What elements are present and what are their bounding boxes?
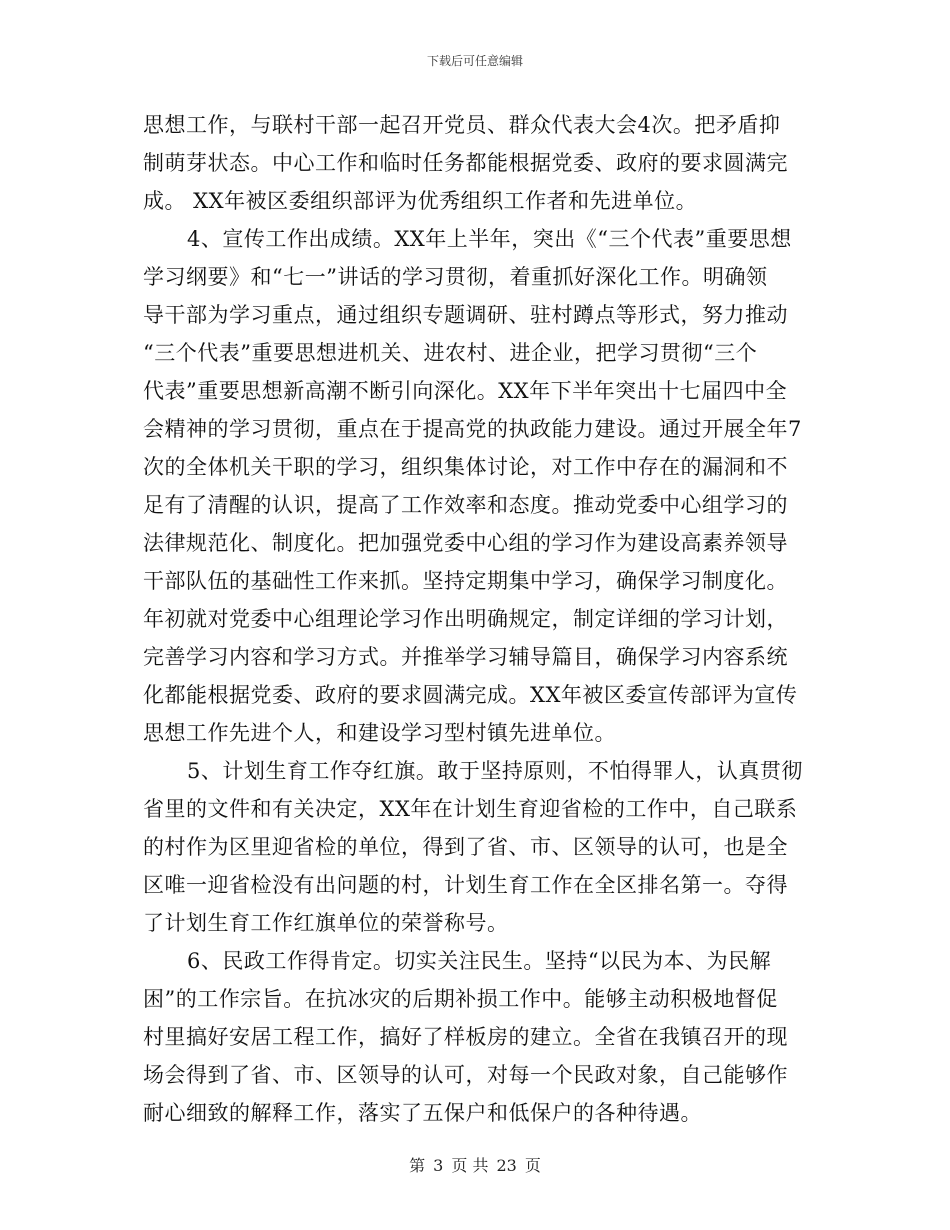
text-line: 会精神的学习贯彻，重点在于提高党的执政能力建设。通过开展全年7 — [143, 417, 802, 441]
text-line: 6、民政工作得肯定。切实关注民生。坚持“以民为本、为民解 — [187, 949, 772, 973]
text-line: 思想工作先进个人，和建设学习型村镇先进单位。 — [143, 721, 616, 745]
text-line: 区唯一迎省检没有出问题的村，计划生育工作在全区排名第一。夺得 — [143, 873, 788, 897]
footer-prefix: 第 — [409, 1156, 426, 1175]
header-note: 下载后可任意编辑 — [426, 54, 523, 68]
text-line: 成。 XX年被区委组织部评为优秀组织工作者和先进单位。 — [143, 189, 698, 213]
text-line: 代表”重要思想新高潮不断引向深化。XX年下半年突出十七届四中全 — [143, 379, 788, 403]
text-line: 耐心细致的解释工作，落实了五保户和低保户的各种待遇。 — [143, 1101, 702, 1125]
body-text — [143, 106, 813, 1132]
text-line: 学习纲要》和“七一”讲话的学习贯彻，着重抓好深化工作。明确领 — [143, 265, 768, 289]
text-line: 足有了清醒的认识，提高了工作效率和态度。推动党委中心组学习的 — [143, 493, 788, 517]
text-line: 5、计划生育工作夺红旗。敢于坚持原则，不怕得罪人，认真贯彻 — [187, 759, 803, 783]
footer-page-number: 3 — [433, 1156, 444, 1175]
text-line: 困”的工作宗旨。在抗冰灾的后期补损工作中。能够主动积极地督促 — [143, 987, 778, 1011]
text-line: 了计划生育工作红旗单位的荣誉称号。 — [143, 911, 509, 935]
footer-suffix: 页 — [524, 1156, 541, 1175]
text-line: 4、宣传工作出成绩。XX年上半年，突出《“三个代表”重要思想 — [187, 227, 792, 251]
text-line: 制萌芽状态。中心工作和临时任务都能根据党委、政府的要求圆满完 — [143, 151, 788, 175]
text-line: 次的全体机关干职的学习，组织集体讨论，对工作中存在的漏洞和不 — [143, 455, 788, 479]
text-line: 法律规范化、制度化。把加强党委中心组的学习作为建设高素养领导 — [143, 531, 788, 555]
text-line: 的村作为区里迎省检的单位，得到了省、市、区领导的认可，也是全 — [143, 835, 788, 859]
text-line: 年初就对党委中心组理论学习作出明确规定，制定详细的学习计划， — [143, 607, 788, 631]
text-line: “三个代表”重要思想进机关、进农村、进企业，把学习贯彻“三个 — [143, 341, 758, 365]
page-footer — [0, 1153, 950, 1176]
text-line: 导干部为学习重点，通过组织专题调研、驻村蹲点等形式，努力推动 — [143, 303, 788, 327]
text-line: 干部队伍的基础性工作来抓。坚持定期集中学习，确保学习制度化。 — [143, 569, 788, 593]
text-line: 场会得到了省、市、区领导的认可，对每一个民政对象，自己能够作 — [143, 1063, 788, 1087]
text-line: 完善学习内容和学习方式。并推举学习辅导篇目，确保学习内容系统 — [143, 645, 788, 669]
text-line: 村里搞好安居工程工作，搞好了样板房的建立。全省在我镇召开的现 — [143, 1025, 788, 1049]
text-line: 省里的文件和有关决定，XX年在计划生育迎省检的工作中，自己联系 — [143, 797, 798, 821]
text-line: 化都能根据党委、政府的要求圆满完成。XX年被区委宣传部评为宣传 — [143, 683, 798, 707]
footer-middle: 页 共 — [451, 1156, 489, 1175]
footer-total-pages: 23 — [496, 1156, 517, 1175]
text-line: 思想工作，与联村干部一起召开党员、群众代表大会4次。把矛盾抑 — [143, 113, 781, 137]
